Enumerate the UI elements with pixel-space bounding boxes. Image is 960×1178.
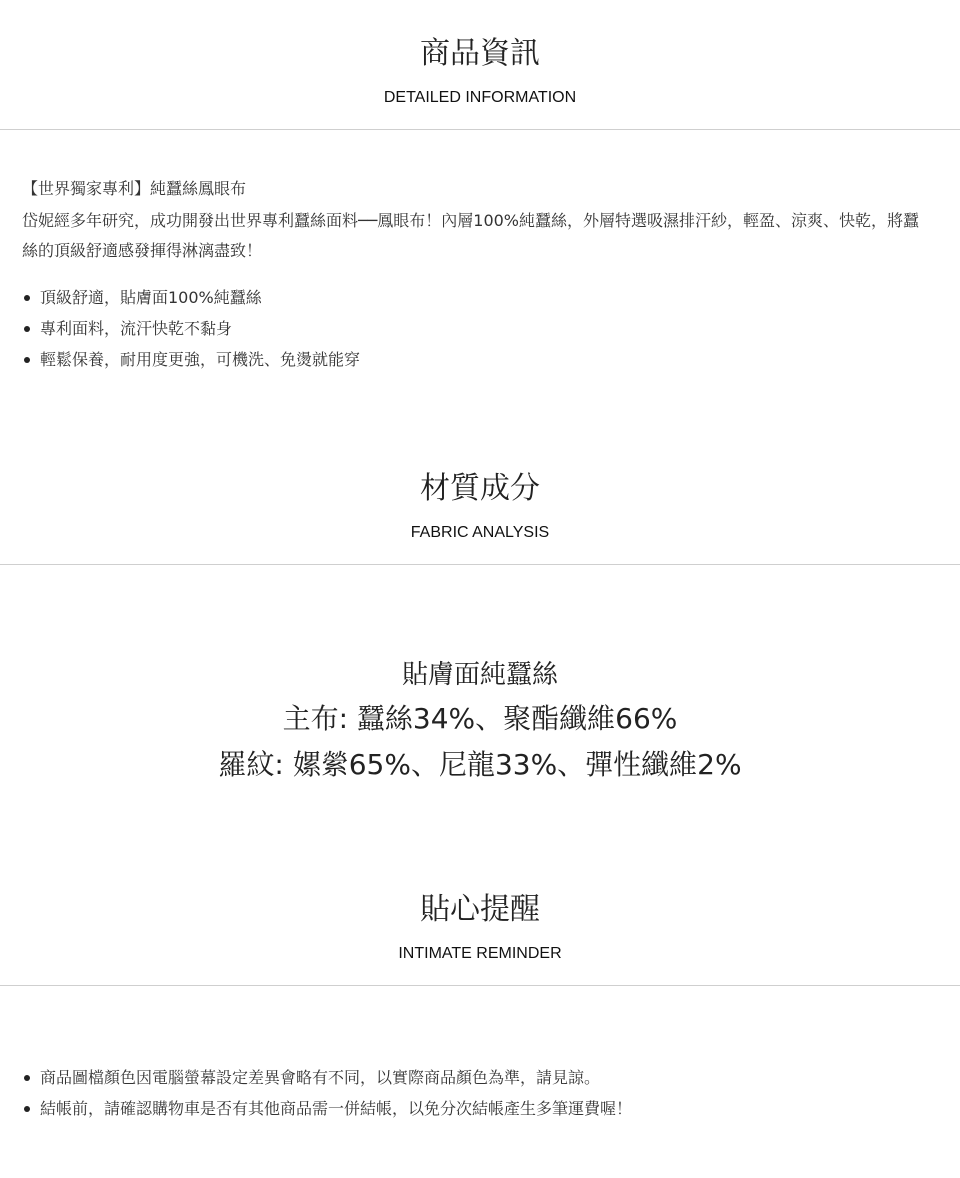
reminder-divider [0,985,960,986]
detail-feature-list [22,282,360,375]
detail-title-en: DETAILED INFORMATION [383,89,577,106]
list-item: 頂級舒適，貼膚面100%純蠶絲 [22,282,360,313]
detail-description: 岱妮經多年研究，成功開發出世界專利蠶絲面料──鳳眼布！內層100%純蠶絲，外層特選吸濕排汗紗，輕盈、涼爽、快乾，將蠶絲的頂級舒適感發揮得淋漓盡致！ [22,211,920,260]
detail-section-header [0,34,960,108]
fabric-section-header [0,469,960,543]
list-item: 商品圖檔顏色因電腦螢幕設定差異會略有不同，以實際商品顏色為準，請見諒。 [22,1062,632,1093]
list-item: 結帳前，請確認購物車是否有其他商品需一併結帳，以免分次結帳產生多筆運費喔！ [22,1093,632,1124]
reminder-section-header [0,890,960,964]
fabric-main-cloth: 主布: 蠶絲34%、聚酯纖維66% [282,702,678,735]
reminder-title-en: INTIMATE REMINDER [398,945,562,962]
list-item: 專利面料，流汗快乾不黏身 [22,313,360,344]
reminder-title-zh: 貼心提醒 [420,892,540,927]
fabric-title-zh: 材質成分 [420,471,540,506]
fabric-rib: 羅紋: 嫘縈65%、尼龍33%、彈性纖維2% [218,748,742,781]
fabric-composition [0,655,960,787]
fabric-title-en: FABRIC ANALYSIS [410,524,550,541]
fabric-heading: 貼膚面純蠶絲 [401,660,558,690]
fabric-divider [0,564,960,565]
reminder-list [22,1062,632,1124]
detail-headline: 【世界獨家專利】純蠶絲鳳眼布 [22,179,247,198]
detail-intro [22,174,922,266]
list-item: 輕鬆保養，耐用度更強，可機洗、免燙就能穿 [22,344,360,375]
detail-title-zh: 商品資訊 [420,36,540,71]
detail-divider [0,129,960,130]
